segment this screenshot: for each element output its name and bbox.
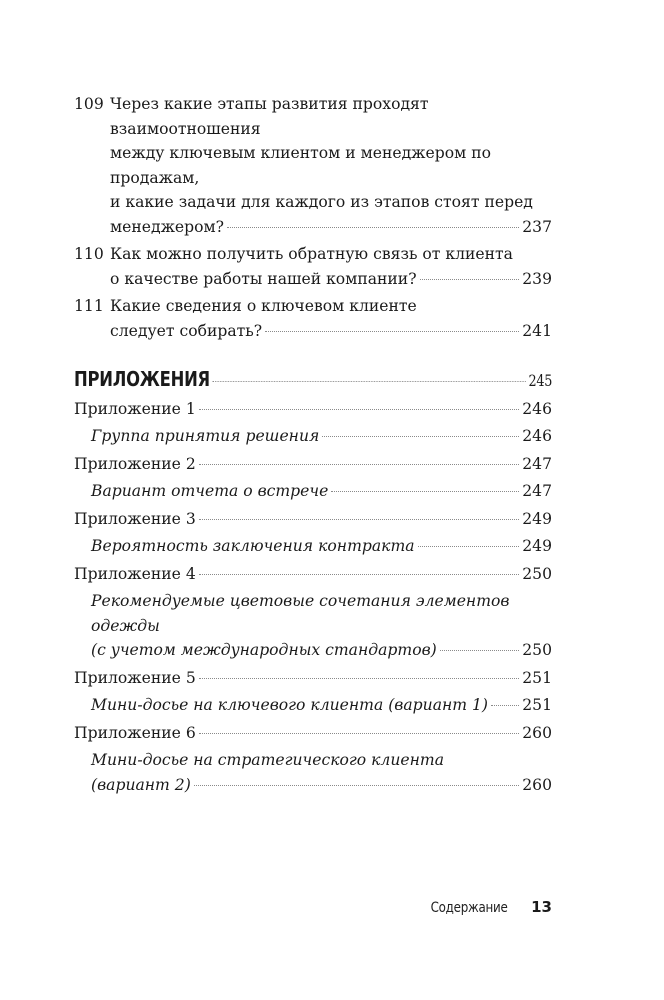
appendix-title: Приложение 4 [74,564,196,583]
page-number: 247 [522,482,552,500]
toc-appendix-5-subtitle[interactable] [74,693,552,718]
appendix-title: Приложение 6 [74,723,196,742]
question-text-line: Как можно получить обратную связь от клиента [110,245,513,263]
toc-appendix-2[interactable] [74,452,552,477]
question-number: 110 [74,245,104,263]
question-text-line: между ключевым клиентом и менеджером по продажам, [110,144,491,187]
page-number: 260 [522,723,552,742]
dot-leader [199,464,519,465]
page-number: 250 [522,564,552,583]
dot-leader [322,436,519,437]
dot-leader [212,381,526,382]
page-number: 239 [522,269,552,288]
section-title: ПРИЛОЖЕНИЯ [74,367,210,391]
toc-question-110[interactable] [74,242,552,291]
page-number: 237 [522,217,552,236]
dot-leader [440,650,519,651]
page-number: 249 [522,537,552,555]
appendix-title: Приложение 3 [74,509,196,528]
question-text-line: Какие сведения о ключевом клиенте [110,297,417,315]
dot-leader [265,331,519,332]
page-number: 241 [522,321,552,340]
toc-appendix-2-subtitle[interactable] [74,479,552,504]
page-number: 251 [522,696,552,714]
appendix-subtitle: Вероятность заключения контракта [91,537,415,555]
toc-appendix-3-subtitle[interactable] [74,534,552,559]
appendix-title: Приложение 5 [74,668,196,687]
table-of-contents [74,92,552,797]
appendix-subtitle: Мини-досье на стратегического клиента [91,751,444,769]
toc-section-appendices[interactable] [74,367,552,394]
page-number: 246 [522,399,552,418]
dot-leader [420,279,520,280]
appendix-subtitle: (с учетом международных стандартов) [91,641,437,659]
question-text-line: о качестве работы нашей компании? [110,269,417,288]
dot-leader [331,491,519,492]
toc-question-109[interactable] [74,92,552,239]
question-number: 109 [74,95,104,113]
question-text-line: менеджером? [110,217,225,236]
appendix-title: Приложение 2 [74,454,196,473]
page-number: 245 [528,372,553,390]
appendix-subtitle: Рекомендуемые цветовые сочетания элементов одежды [91,592,510,635]
toc-appendix-6-subtitle[interactable] [74,748,552,797]
footer-page-number: 13 [531,898,552,916]
page-footer [0,898,552,916]
dot-leader [199,409,519,410]
toc-appendix-5[interactable] [74,666,552,691]
toc-appendix-4[interactable] [74,562,552,587]
appendix-subtitle: Группа принятия решения [91,427,320,445]
dot-leader [199,574,519,575]
page-number: 250 [522,641,552,659]
toc-appendix-1-subtitle[interactable] [74,424,552,449]
toc-appendix-1[interactable] [74,397,552,422]
question-text-line: следует собирать? [110,321,263,340]
dot-leader [199,733,519,734]
dot-leader [491,705,519,706]
appendix-title: Приложение 1 [74,399,196,418]
page-number: 246 [522,427,552,445]
appendix-subtitle: Вариант отчета о встрече [91,482,329,500]
page-number: 247 [522,454,552,473]
dot-leader [418,546,520,547]
appendix-subtitle: (вариант 2) [91,775,191,794]
page-number: 251 [522,668,552,687]
running-footer-label: Содержание [430,900,508,916]
toc-appendix-6[interactable] [74,721,552,746]
page-number: 249 [522,509,552,528]
dot-leader [199,678,519,679]
toc-question-111[interactable] [74,294,552,343]
question-text-line: и какие задачи для каждого из этапов стоят перед [110,193,533,211]
dot-leader [199,519,519,520]
question-number: 111 [74,297,104,315]
question-text-line: Через какие этапы развития проходят взаимоотношения [110,95,429,138]
page-number: 260 [522,775,552,794]
dot-leader [194,785,519,786]
dot-leader [227,227,519,228]
appendix-subtitle: Мини-досье на ключевого клиента (вариант 1) [91,696,489,714]
toc-appendix-4-subtitle[interactable] [74,589,552,663]
toc-appendix-3[interactable] [74,507,552,532]
